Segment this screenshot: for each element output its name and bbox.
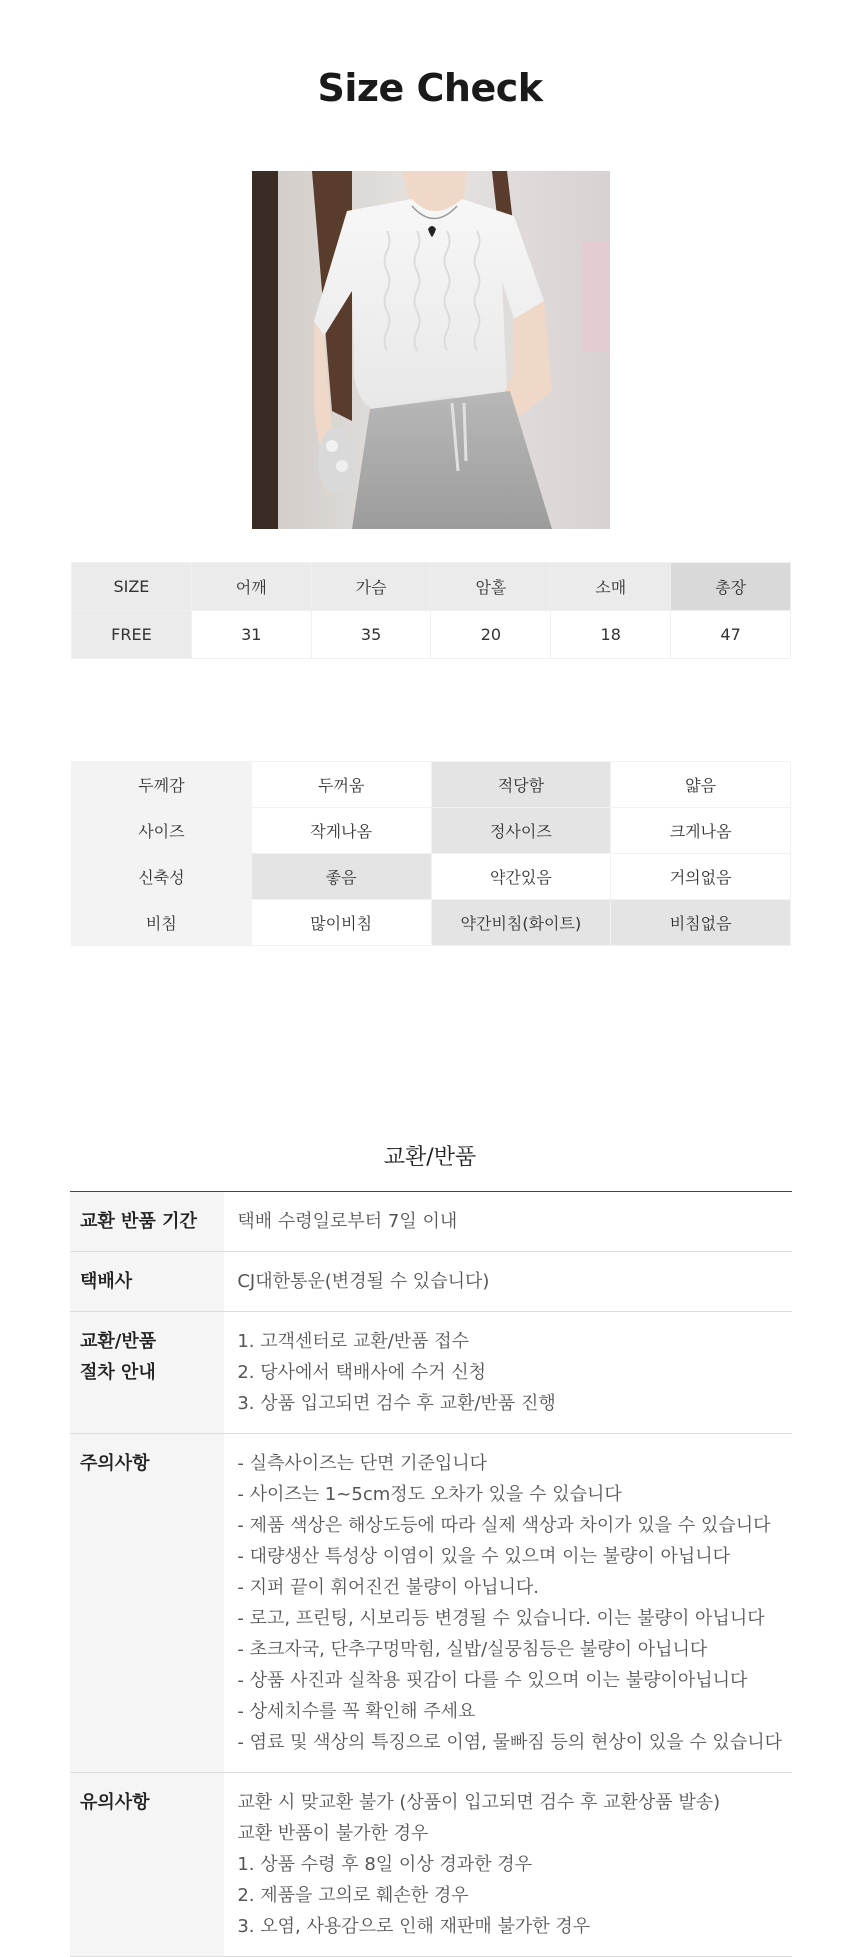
exchange-value-line: - 염료 및 색상의 특징으로 이염, 물빠짐 등의 현상이 있을 수 있습니다 bbox=[237, 1732, 782, 1753]
exchange-row-procedure bbox=[70, 1312, 792, 1434]
feel-option-selected: 적당함 bbox=[431, 762, 611, 808]
exchange-row-cautions bbox=[70, 1434, 792, 1773]
size-table-row bbox=[72, 611, 791, 659]
exchange-value-line: 교환 반품이 불가한 경우 bbox=[237, 1823, 429, 1844]
exchange-value-line: - 상품 사진과 실착용 핏감이 다를 수 있으며 이는 불량이아닙니다 bbox=[237, 1670, 748, 1691]
page-title: Size Check bbox=[317, 66, 543, 110]
model-photo-illustration bbox=[252, 171, 610, 529]
feel-row-size bbox=[72, 808, 791, 854]
exchange-key bbox=[70, 1312, 224, 1434]
exchange-key bbox=[70, 1434, 224, 1773]
exchange-value-line: - 상세치수를 꼭 확인해 주세요 bbox=[237, 1701, 476, 1722]
exchange-value-line: 2. 당사에서 택배사에 수거 신청 bbox=[237, 1362, 487, 1383]
exchange-value-line: 1. 상품 수령 후 8일 이상 경과한 경우 bbox=[237, 1854, 533, 1875]
size-header-cell: SIZE bbox=[72, 563, 192, 611]
exchange-value-line: 택배 수령일로부터 7일 이내 bbox=[237, 1211, 458, 1232]
exchange-key-line: 유의사항 bbox=[80, 1792, 150, 1813]
exchange-value-line: - 지퍼 끝이 휘어진건 불량이 아닙니다. bbox=[237, 1577, 540, 1598]
exchange-value bbox=[224, 1434, 792, 1773]
exchange-value-line: - 사이즈는 1~5cm정도 오차가 있을 수 있습니다 bbox=[237, 1484, 622, 1505]
size-cell: 18 bbox=[551, 611, 671, 659]
exchange-key bbox=[70, 1773, 224, 1957]
size-header-cell: 가슴 bbox=[311, 563, 431, 611]
feel-label: 신축성 bbox=[72, 854, 252, 900]
exchange-value-line: - 제품 색상은 해상도등에 따라 실제 색상과 차이가 있을 수 있습니다 bbox=[237, 1515, 771, 1536]
exchange-key bbox=[70, 1252, 224, 1312]
size-cell: 31 bbox=[191, 611, 311, 659]
feel-option: 두꺼움 bbox=[251, 762, 431, 808]
exchange-value-line: CJ대한통운(변경될 수 있습니다) bbox=[237, 1271, 490, 1292]
exchange-value-line: 3. 오염, 사용감으로 인해 재판매 불가한 경우 bbox=[237, 1916, 591, 1937]
exchange-key-line: 교환 반품 기간 bbox=[80, 1211, 197, 1232]
exchange-value bbox=[224, 1252, 792, 1312]
feel-option-selected: 좋음 bbox=[251, 854, 431, 900]
fabric-feel-table bbox=[71, 761, 791, 946]
exchange-row-period bbox=[70, 1192, 792, 1252]
feel-row-sheerness bbox=[72, 900, 791, 946]
feel-option: 거의없음 bbox=[611, 854, 791, 900]
feel-label: 사이즈 bbox=[72, 808, 252, 854]
exchange-key bbox=[70, 1192, 224, 1252]
exchange-value-line: - 초크자국, 단추구멍막힘, 실밥/실뭉침등은 불량이 아닙니다 bbox=[237, 1639, 708, 1660]
exchange-value-line: 교환 시 맞교환 불가 (상품이 입고되면 검수 후 교환상품 발송) bbox=[237, 1792, 721, 1813]
feel-option: 많이비침 bbox=[251, 900, 431, 946]
size-cell: 47 bbox=[671, 611, 791, 659]
size-table-header-row bbox=[72, 563, 791, 611]
size-cell: FREE bbox=[72, 611, 192, 659]
feel-label: 두께감 bbox=[72, 762, 252, 808]
exchange-value bbox=[224, 1773, 792, 1957]
exchange-value-line: 1. 고객센터로 교환/반품 접수 bbox=[237, 1331, 470, 1352]
exchange-row-courier bbox=[70, 1252, 792, 1312]
exchange-key-line: 주의사항 bbox=[80, 1453, 150, 1474]
feel-option-selected: 약간비침(화이트) bbox=[431, 900, 611, 946]
size-header-cell: 소매 bbox=[551, 563, 671, 611]
feel-option-selected: 비침없음 bbox=[611, 900, 791, 946]
size-cell: 20 bbox=[431, 611, 551, 659]
size-header-cell: 총장 bbox=[671, 563, 791, 611]
product-photo bbox=[252, 171, 610, 529]
exchange-key-line: 교환/반품 bbox=[80, 1331, 157, 1352]
size-cell: 35 bbox=[311, 611, 431, 659]
feel-label: 비침 bbox=[72, 900, 252, 946]
feel-option: 약간있음 bbox=[431, 854, 611, 900]
feel-option-selected: 정사이즈 bbox=[431, 808, 611, 854]
exchange-value bbox=[224, 1312, 792, 1434]
exchange-value-line: 2. 제품을 고의로 훼손한 경우 bbox=[237, 1885, 469, 1906]
size-header-cell: 어깨 bbox=[191, 563, 311, 611]
exchange-value-line: 3. 상품 입고되면 검수 후 교환/반품 진행 bbox=[237, 1393, 556, 1414]
exchange-value bbox=[224, 1192, 792, 1252]
exchange-value-line: - 로고, 프린팅, 시보리등 변경될 수 있습니다. 이는 불량이 아닙니다 bbox=[237, 1608, 765, 1629]
exchange-key-line: 절차 안내 bbox=[80, 1362, 156, 1383]
feel-option: 얇음 bbox=[611, 762, 791, 808]
feel-row-thickness bbox=[72, 762, 791, 808]
exchange-row-notes bbox=[70, 1773, 792, 1957]
exchange-value-line: - 실측사이즈는 단면 기준입니다 bbox=[237, 1453, 488, 1474]
exchange-title: 교환/반품 bbox=[383, 1145, 477, 1170]
feel-option: 작게나옴 bbox=[251, 808, 431, 854]
size-table bbox=[71, 562, 791, 659]
feel-row-stretch bbox=[72, 854, 791, 900]
exchange-return-table bbox=[70, 1191, 792, 1957]
feel-option: 크게나옴 bbox=[611, 808, 791, 854]
exchange-value-line: - 대량생산 특성상 이염이 있을 수 있으며 이는 불량이 아닙니다 bbox=[237, 1546, 731, 1567]
size-header-cell: 암홀 bbox=[431, 563, 551, 611]
exchange-key-line: 택배사 bbox=[80, 1271, 133, 1292]
